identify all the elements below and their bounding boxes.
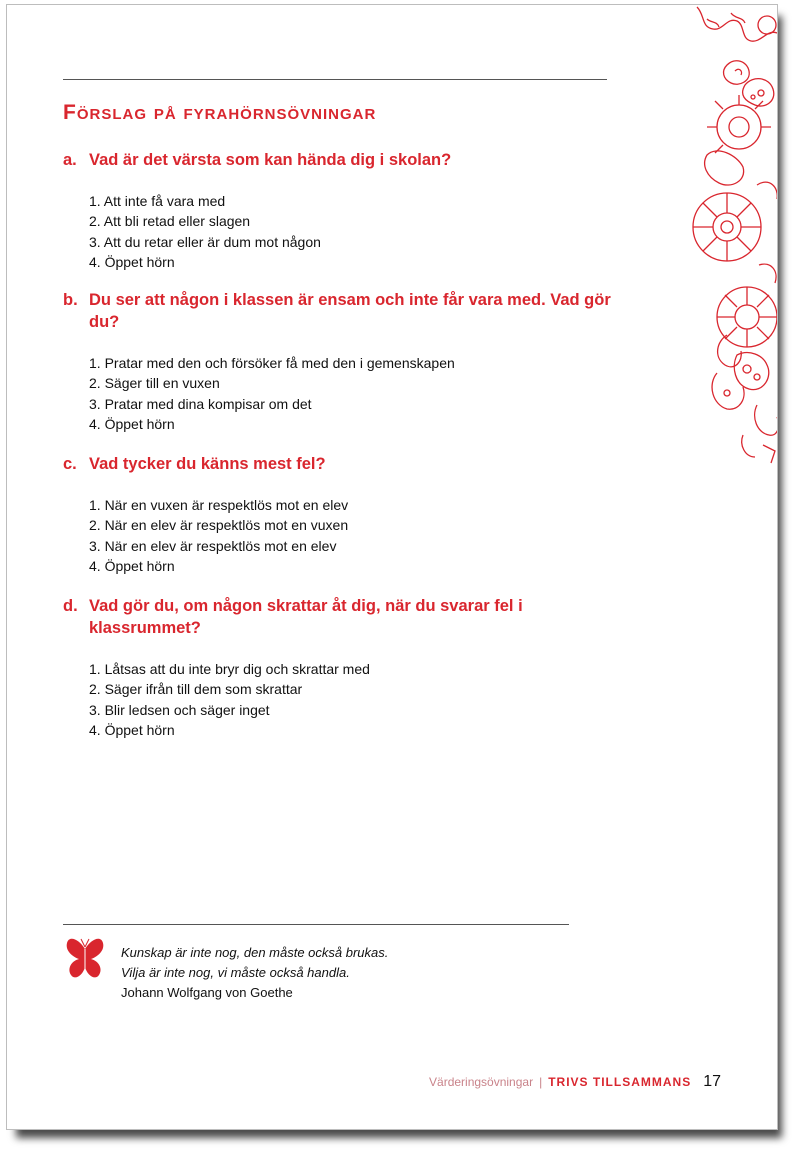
list-item: 1. Att inte få vara med: [89, 193, 226, 209]
footer-brand: TRIVS TILLSAMMANS: [548, 1075, 692, 1089]
list-item: 2. Att bli retad eller slagen: [89, 213, 251, 230]
question-b: [63, 289, 643, 434]
question-text: Du ser att någon i klassen är ensam och inte får vara med. Vad gör du?: [89, 291, 611, 331]
question-heading: [63, 595, 563, 639]
question-heading: [63, 149, 623, 171]
quote-line: Kunskap är inte nog, den måste också brukas.: [121, 945, 389, 960]
option-list: [63, 191, 623, 272]
list-item: 3. Pratar med dina kompisar om det: [89, 395, 312, 412]
question-letter: c.: [63, 455, 77, 473]
list-item: 3. Blir ledsen och säger inget: [89, 701, 270, 718]
list-item: 2. Säger till en vuxen: [89, 375, 220, 392]
list-item: 2. Säger ifrån till dem som skrattar: [89, 681, 303, 698]
question-letter: b.: [63, 291, 78, 309]
option-list: [63, 495, 623, 576]
question-letter: a.: [63, 151, 77, 169]
page-footer: [429, 1073, 721, 1091]
quote-block: [121, 943, 388, 1003]
page-title: Förslag på fyrahörnsövningar: [63, 101, 377, 124]
page-number: 17: [703, 1073, 721, 1090]
list-item: 4. Öppet hörn: [89, 415, 175, 432]
option-list: [63, 659, 563, 740]
list-item: 1. Låtsas att du inte bryr dig och skrattar med: [89, 661, 370, 677]
butterfly-icon: [65, 935, 105, 983]
list-item: 4. Öppet hörn: [89, 721, 175, 738]
list-item: 1. Pratar med den och försöker få med den i gemenskapen: [89, 355, 455, 371]
top-rule: [63, 79, 607, 80]
question-text: Vad tycker du känns mest fel?: [89, 455, 326, 473]
list-item: 4. Öppet hörn: [89, 557, 175, 574]
question-heading: [63, 289, 643, 333]
question-text: Vad gör du, om någon skrattar åt dig, när du svarar fel i klassrummet?: [89, 597, 523, 637]
list-item: 2. När en elev är respektlös mot en vuxen: [89, 517, 349, 534]
question-heading: [63, 453, 623, 475]
document-page: [6, 4, 778, 1130]
question-d: [63, 595, 563, 740]
list-item: 3. När en elev är respektlös mot en elev: [89, 537, 337, 554]
footer-separator: |: [539, 1075, 543, 1089]
list-item: 1. När en vuxen är respektlös mot en elev: [89, 497, 349, 513]
list-item: 3. Att du retar eller är dum mot någon: [89, 233, 321, 250]
quote-line: Vilja är inte nog, vi måste också handla.: [121, 965, 350, 980]
quote-author: Johann Wolfgang von Goethe: [121, 985, 293, 1000]
question-text: Vad är det värsta som kan hända dig i skolan?: [89, 151, 452, 169]
footer-section: Värderingsövningar: [429, 1075, 534, 1089]
question-c: [63, 453, 623, 576]
question-letter: d.: [63, 597, 78, 615]
option-list: [63, 353, 643, 434]
flower-pattern-icon: [687, 5, 778, 465]
bottom-rule: [63, 924, 569, 925]
question-a: [63, 149, 623, 272]
list-item: 4. Öppet hörn: [89, 253, 175, 270]
